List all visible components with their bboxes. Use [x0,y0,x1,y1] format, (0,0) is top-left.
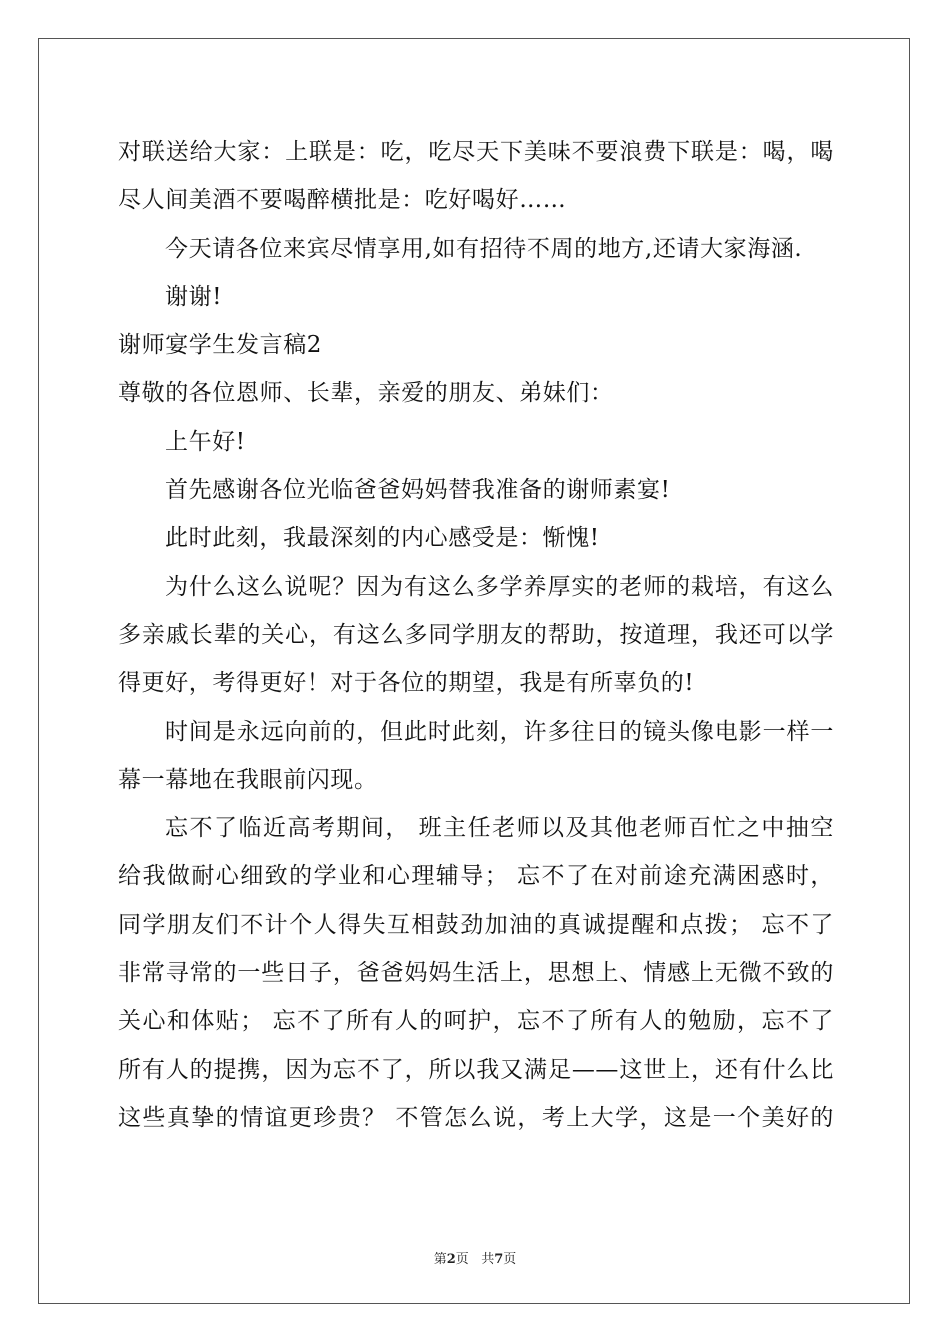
page-suffix: 页 [455,1252,469,1267]
text-line: 关心和体贴； 忘不了所有人的呵护，忘不了所有人的勉励，忘不了 [118,1008,834,1035]
text-line: 上午好! [165,428,246,455]
text-line: 这些真挚的情谊更珍贵？ 不管怎么说，考上大学，这是一个美好的 [118,1104,834,1131]
text-line: 非常寻常的一些日子，爸爸妈妈生活上，思想上、情感上无微不致的 [118,960,834,987]
text-line: 幕一幕地在我眼前闪现。 [118,766,378,793]
text-line: 得更好，考得更好！对于各位的期望，我是有所辜负的! [118,670,695,697]
page-footer [0,1248,950,1267]
document-body [118,128,834,1142]
text-line: 所有人的提携，因为忘不了，所以我又满足——这世上，还有什么比 [118,1056,834,1083]
text-line: 为什么这么说呢？因为有这么多学养厚实的老师的栽培，有这么 [165,573,834,600]
text-line: 对联送给大家：上联是：吃，吃尽天下美味不要浪费下联是：喝，喝 [118,139,834,165]
text-line: 时间是永远向前的，但此时此刻，许多往日的镜头像电影一样一 [165,718,834,745]
text-line: 此时此刻，我最深刻的内心感受是：惭愧! [165,525,600,552]
salutation: 尊敬的各位恩师、长辈，亲爱的朋友、弟妹们： [118,380,614,407]
text-line: 首先感谢各位光临爸爸妈妈替我准备的谢师素宴! [165,477,671,504]
page-prefix: 第 [433,1252,447,1267]
page-number: 2 [446,1252,456,1267]
text-line: 给我做耐心细致的学业和心理辅导； 忘不了在对前途充满困惑时， [118,863,834,890]
section-heading: 谢师宴学生发言稿2 [118,332,323,359]
text-line: 今天请各位来宾尽情享用,如有招待不周的地方,还请大家海涵. [165,235,803,262]
total-pages: 7 [494,1252,504,1267]
total-suffix: 页 [503,1252,517,1267]
total-prefix: 共 [481,1252,495,1267]
text-line: 尽人间美酒不要喝醉横批是：吃好喝好…… [118,187,567,214]
text-line: 多亲戚长辈的关心，有这么多同学朋友的帮助，按道理，我还可以学 [118,621,834,648]
text-line: 忘不了临近高考期间， 班主任老师以及其他老师百忙之中抽空 [165,815,834,842]
text-line: 谢谢! [165,283,223,310]
text-line: 同学朋友们不计个人得失互相鼓劲加油的真诚提醒和点拨； 忘不了 [118,911,834,938]
